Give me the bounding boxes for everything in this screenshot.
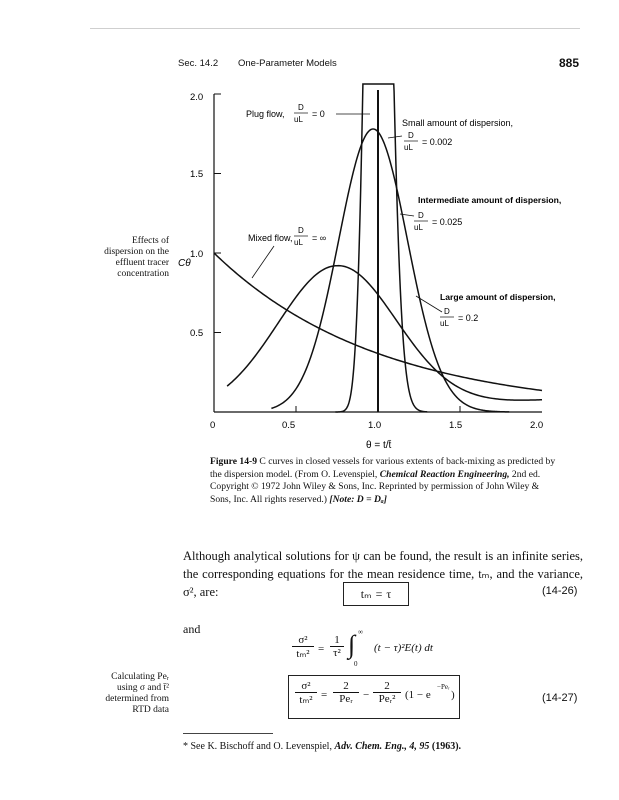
margin-note-calculating	[84, 672, 169, 716]
header-section: Sec. 14.2	[178, 58, 219, 69]
mixed-flow-label: Mixed flow,	[248, 233, 293, 243]
variance-integral-equation: σ² tₘ² = 1 τ² ∫ ∞ 0 (t − τ)²E(t) dt	[292, 634, 482, 670]
mixed-flow-value: = ∞	[312, 233, 327, 243]
mixed-flow-num: D	[298, 226, 304, 235]
eq-tail: (1 − e	[405, 689, 431, 701]
margin-note-line: effluent tracer	[115, 258, 169, 268]
intermediate-dispersion-den: uL	[414, 223, 423, 232]
small-dispersion-label: Small amount of dispersion,	[402, 118, 514, 128]
x-tick-label: 0	[210, 420, 216, 431]
footnote	[183, 741, 461, 752]
x-tick-label: 2.0	[530, 420, 544, 431]
caption-text: 2nd ed. Copyright © 1972 John Wiley & Sons, Inc. Reprinted by permission of John Wiley & Sons, Inc. All rights reserved.)	[210, 468, 541, 505]
plug-flow-den: uL	[294, 115, 303, 124]
margin-note-effects	[84, 236, 169, 280]
plug-flow-num: D	[298, 103, 304, 112]
eq-tm: tₘ²	[299, 694, 313, 706]
y-tick-label: 1.5	[190, 169, 204, 180]
top-rule	[90, 28, 580, 29]
large-dispersion-label: Large amount of dispersion,	[440, 292, 556, 302]
eq-rhs: τ	[386, 586, 392, 601]
eq-two: 2	[384, 680, 390, 692]
equation-14-27: σ² tₘ² = 2 Peᵣ − 2 Peᵣ² (1 − e −Peᵣ )	[288, 675, 460, 719]
plug-flow-value: = 0	[312, 109, 325, 119]
eq-sigma: σ²	[301, 680, 311, 692]
large-dispersion-num: D	[444, 307, 450, 316]
eq-sigma: σ²	[298, 634, 308, 646]
footnote-year: (1963).	[429, 741, 462, 752]
mixed-flow-den: uL	[294, 238, 303, 247]
intermediate-dispersion-curve	[271, 129, 509, 412]
equation-number: (14-26)	[542, 585, 578, 597]
intermediate-dispersion-label: Intermediate amount of dispersion,	[418, 195, 562, 205]
figure-caption	[210, 456, 560, 506]
margin-note-line: using σ and t̄²	[116, 683, 169, 693]
y-axis-label: Cθ	[178, 258, 191, 269]
y-tick-label: 1.0	[190, 249, 204, 260]
eq-pe: Peᵣ	[339, 693, 353, 705]
x-tick-label: 1.5	[449, 420, 463, 431]
integral-lower: 0	[354, 660, 358, 668]
intermediate-dispersion-num: D	[418, 211, 424, 220]
large-dispersion-curve	[227, 266, 542, 400]
caption-text: C curves in closed vessels for various extents of back-mixing as predicted by the dispersion model. (From O. Levenspiel,	[210, 456, 556, 480]
eq-minus: −	[363, 689, 370, 701]
margin-note-line: determined from	[105, 694, 169, 704]
eq-two: 2	[343, 680, 349, 692]
eq-exponent: −Peᵣ	[437, 683, 450, 691]
chart-curves	[214, 84, 542, 412]
body-paragraph: Although analytical solutions for ψ can be found, the result is an infinite series, the corresponding equations for the mean residence time, tₘ, and the variance, σ², are:	[183, 549, 583, 599]
large-dispersion-pointer	[416, 296, 442, 312]
integrand: (t − τ)²E(t) dt	[374, 642, 433, 654]
y-tick-label: 0.5	[190, 328, 204, 339]
eq-tau: τ²	[333, 647, 341, 659]
integral-sign: ∫	[348, 630, 356, 659]
large-dispersion-value: = 0.2	[458, 313, 479, 323]
page-number: 885	[558, 56, 579, 70]
margin-note-line: RTD data	[132, 705, 169, 715]
margin-note-line: Effects of	[131, 236, 169, 246]
margin-note-line: Calculating Peᵣ	[111, 672, 169, 682]
x-axis-label: θ = t/t̄	[366, 440, 392, 451]
margin-note-line: concentration	[117, 269, 169, 279]
eq-close: )	[451, 689, 455, 701]
equation-number: (14-27)	[542, 692, 578, 704]
figure-label: Figure 14-9	[210, 456, 257, 467]
small-dispersion-value: = 0.002	[422, 137, 453, 147]
mixed-flow-pointer	[252, 246, 274, 278]
caption-note: [Note: D = Dₐ]	[329, 493, 387, 505]
and-word: and	[183, 622, 201, 636]
eq-lhs: tₘ	[360, 586, 372, 601]
eq-tm: tₘ²	[296, 648, 310, 660]
intermediate-dispersion-value: = 0.025	[432, 217, 463, 227]
x-tick-label: 1.0	[368, 420, 382, 431]
y-tick-label: 2.0	[190, 92, 204, 103]
footnote-mark: *	[183, 741, 188, 752]
small-dispersion-den: uL	[404, 143, 413, 152]
margin-note-line: dispersion on the	[104, 247, 169, 257]
footnote-journal: Adv. Chem. Eng., 4, 95	[334, 741, 430, 752]
caption-book: Chemical Reaction Engineering,	[379, 468, 510, 480]
footnote-text: See K. Bischoff and O. Levenspiel,	[188, 741, 335, 752]
small-dispersion-num: D	[408, 131, 414, 140]
plug-flow-label: Plug flow,	[246, 109, 285, 119]
eq-one: 1	[334, 634, 340, 646]
integral-upper: ∞	[358, 628, 363, 636]
equation-14-26: tₘ = τ	[343, 582, 409, 606]
footnote-rule	[183, 733, 273, 734]
header-title: One-Parameter Models	[238, 58, 337, 69]
eq-pe-squared: Peᵣ²	[378, 693, 396, 705]
x-tick-label: 0.5	[282, 420, 296, 431]
large-dispersion-den: uL	[440, 319, 449, 328]
c-curve-chart	[170, 80, 590, 455]
